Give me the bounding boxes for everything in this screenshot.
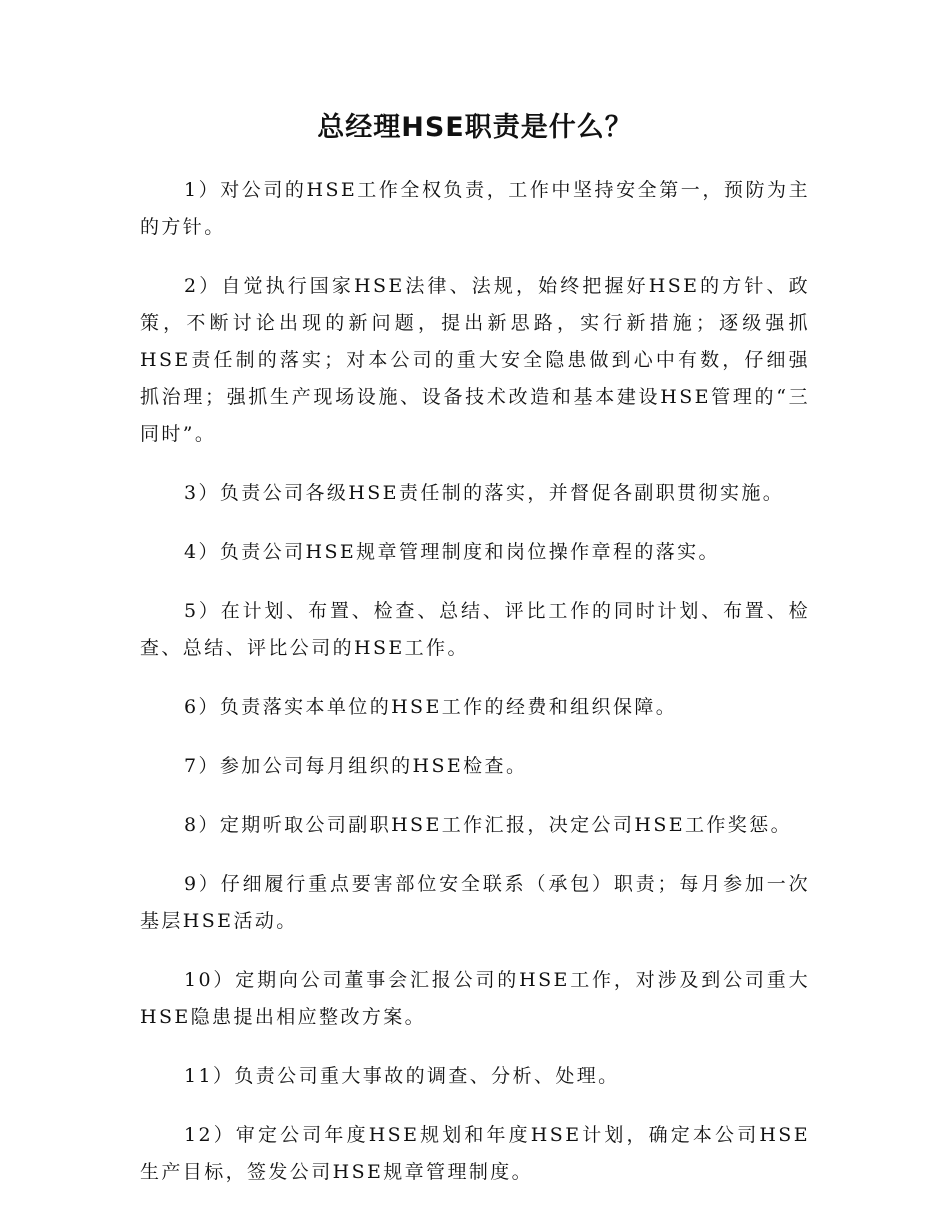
paragraph-8: 8）定期听取公司副职HSE工作汇报，决定公司HSE工作奖惩。 — [184, 814, 792, 836]
paragraph-7: 7）参加公司每月组织的HSE检查。 — [184, 755, 528, 777]
paragraph-4: 4）负责公司HSE规章管理制度和岗位操作章程的落实。 — [184, 541, 720, 563]
document-title: 总经理HSE职责是什么？ — [317, 112, 633, 143]
paragraph-2: 2）自觉执行国家HSE法律、法规，始终把握好HSE的方针、政策，不断讨论出现的新问题，提出新思路，实行新措施；逐级强抓HSE责任制的落实；对本公司的重大安全隐患做到心中有数，仔细强抓治理；强抓生产现场设施、设备技术改造和基本建设HSE管理的“三同时”。 — [140, 275, 810, 445]
paragraph-3: 3）负责公司各级HSE责任制的落实，并督促各副职贯彻实施。 — [184, 482, 785, 504]
paragraph-6: 6）负责落实本单位的HSE工作的经费和组织保障。 — [184, 696, 678, 718]
paragraph-11: 11）负责公司重大事故的调查、分析、处理。 — [184, 1065, 620, 1087]
paragraph-10: 10）定期向公司董事会汇报公司的HSE工作，对涉及到公司重大HSE隐患提出相应整改方案。 — [140, 969, 810, 1028]
paragraph-1: 1）对公司的HSE工作全权负责，工作中坚持安全第一，预防为主的方针。 — [140, 179, 810, 238]
paragraph-12: 12）审定公司年度HSE规划和年度HSE计划，确定本公司HSE生产目标，签发公司HSE规章管理制度。 — [140, 1124, 810, 1183]
paragraph-5: 5）在计划、布置、检查、总结、评比工作的同时计划、布置、检查、总结、评比公司的HSE工作。 — [140, 600, 810, 659]
paragraph-9: 9）仔细履行重点要害部位安全联系（承包）职责；每月参加一次基层HSE活动。 — [140, 873, 810, 932]
